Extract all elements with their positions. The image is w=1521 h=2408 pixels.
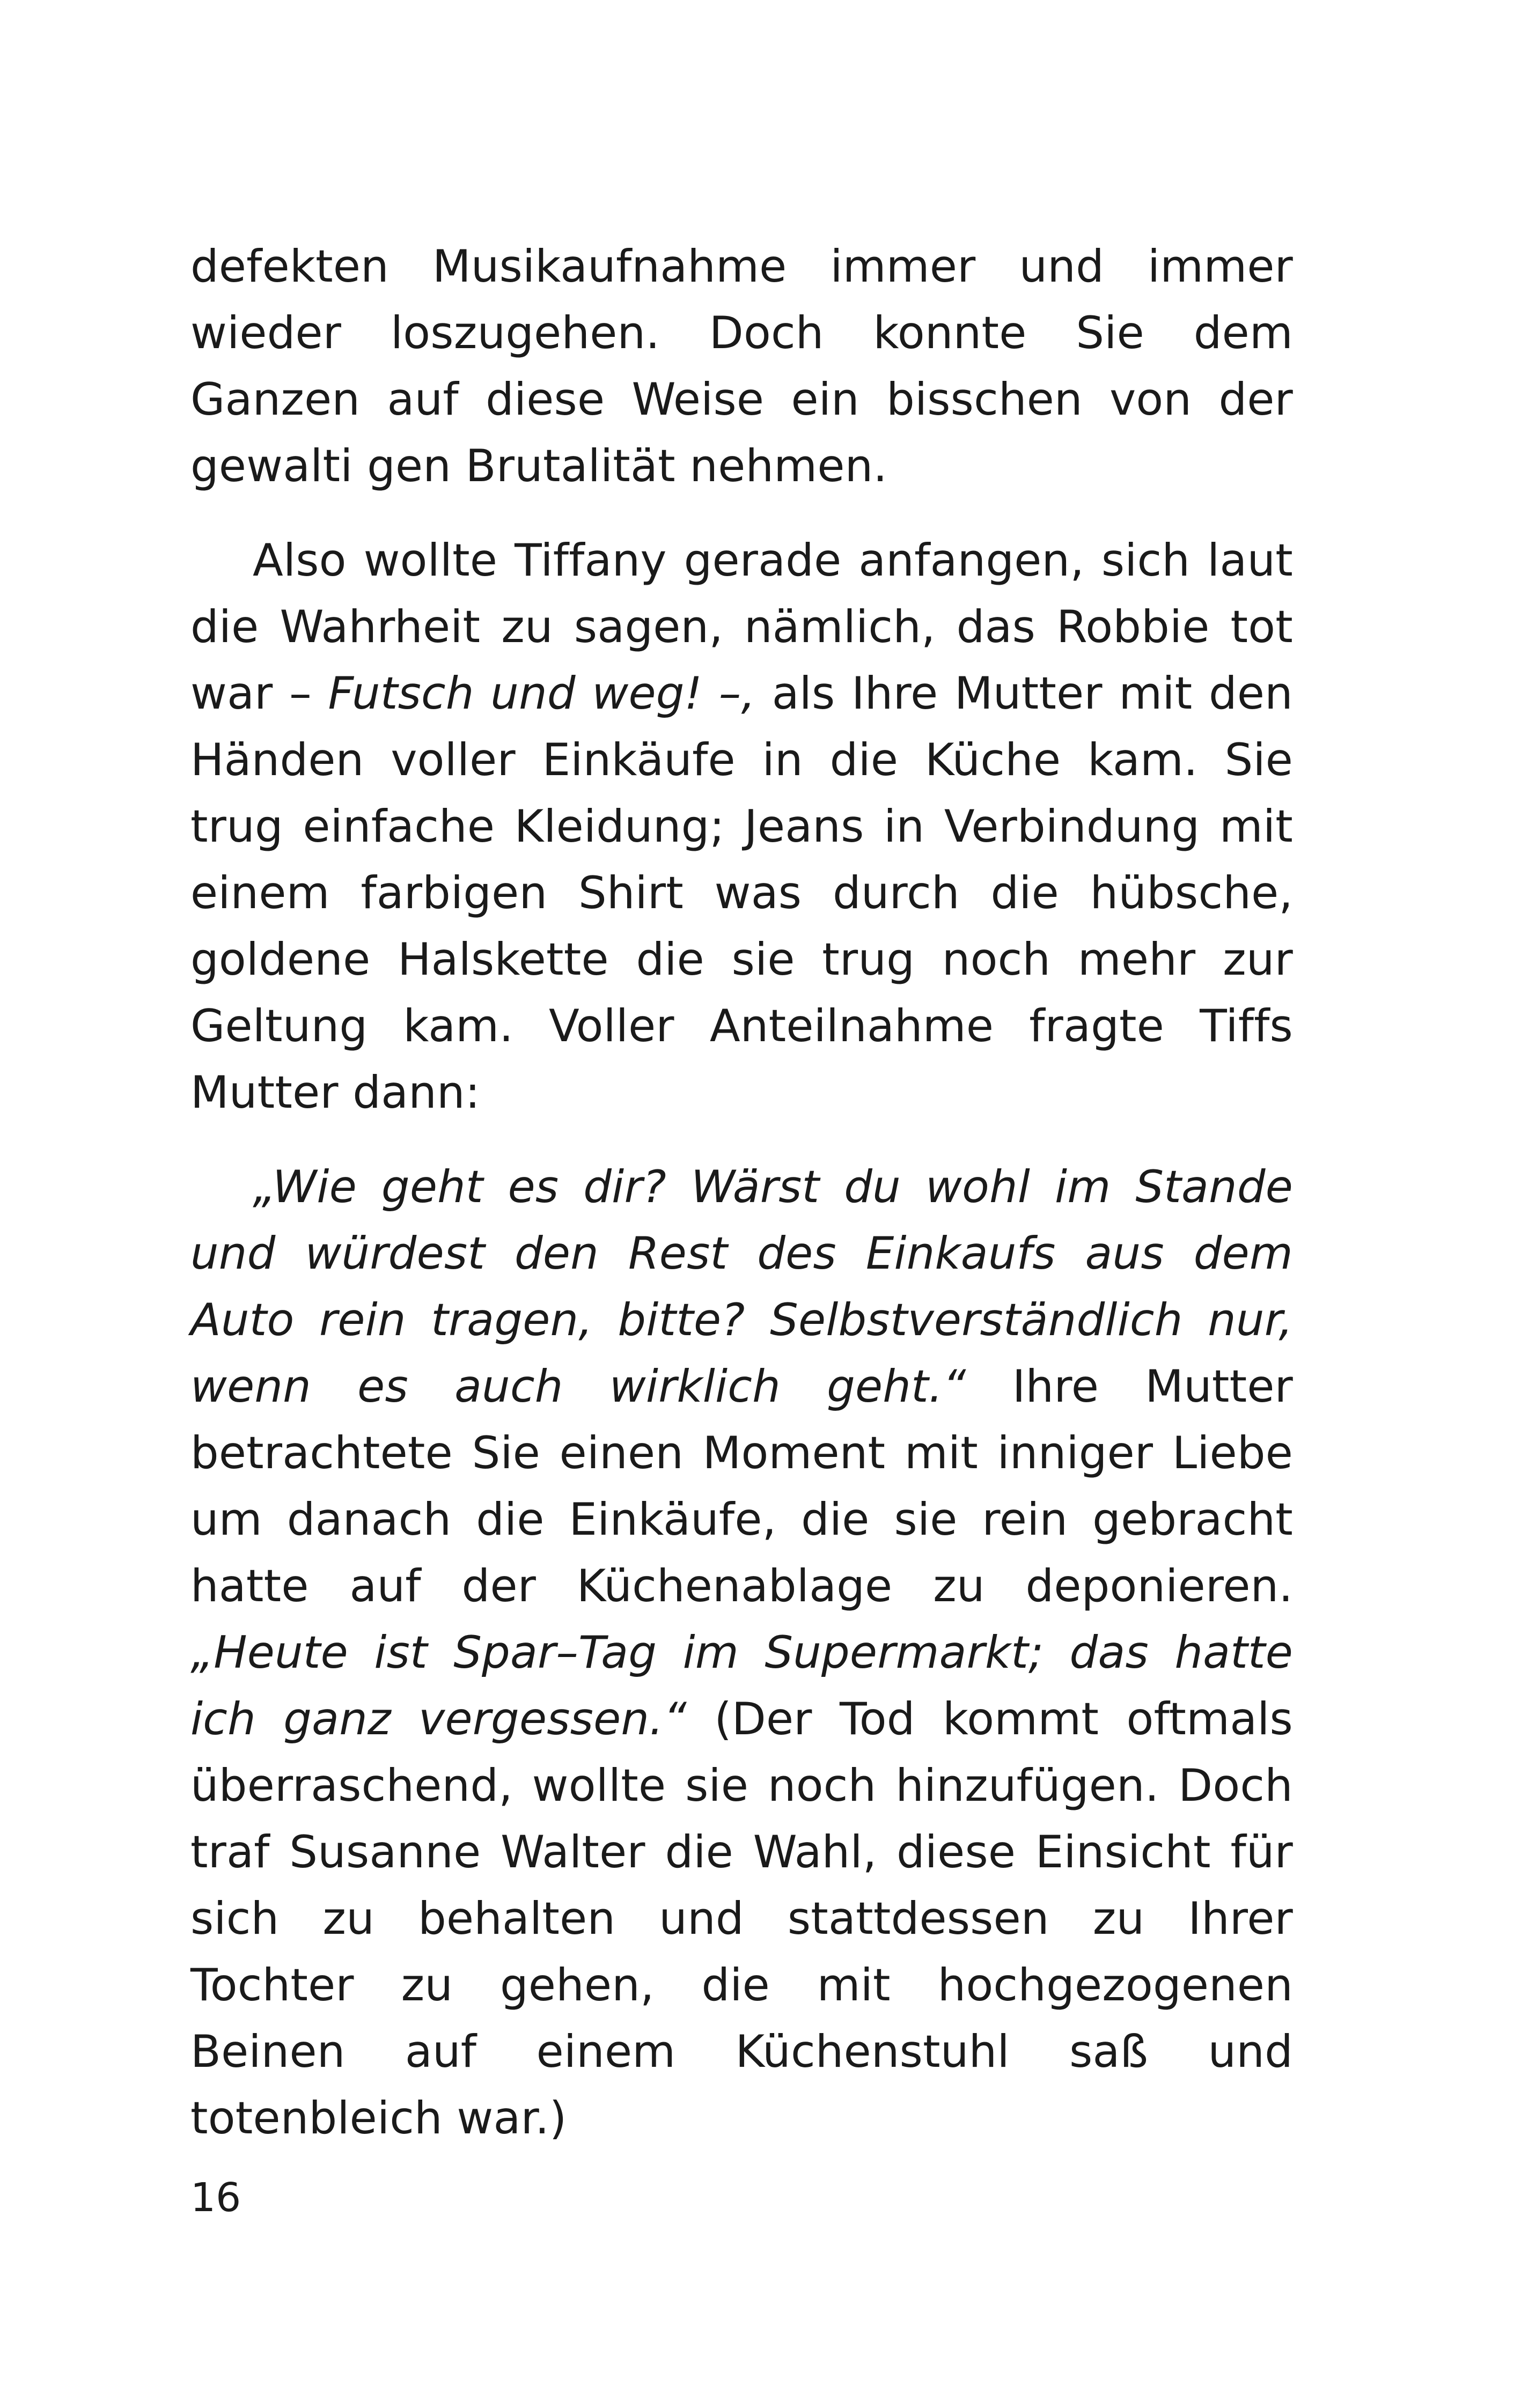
paragraph-2 <box>190 527 1293 1126</box>
paragraph-1 <box>190 233 1293 499</box>
paragraph-3 <box>190 1154 1293 2152</box>
paragraph-3-quote-1: „Wie geht es dir? Wärst du wohl im Stande und würdest den Rest des Einkaufs aus dem Auto rein tragen, bitte? Selbstverständlich nur, wenn es auch wirklich geht.“ <box>190 1161 1293 1412</box>
paragraph-2-text-1: Also wollte Tiffany gerade anfangen, sich laut die Wahrheit zu sagen, nämlich, das Robbie tot war – <box>190 534 1293 719</box>
paragraph-3-text-1: Ihre Mutter betrachtete Sie einen Moment mit inniger Liebe um danach die Einkäufe, die sie rein gebracht hatte auf der Küchenablage zu deponieren. <box>190 1360 1294 1612</box>
paragraph-1-text: defekten Musikaufnahme immer und immer wieder loszugehen. Doch konnte Sie dem Ganzen auf diese Weise ein bisschen von der gewalti gen Brutalität nehmen. <box>190 240 1293 492</box>
paragraph-2-italic-exclamation: Futsch und weg! –, <box>328 667 756 719</box>
page-number: 16 <box>190 2175 241 2221</box>
paragraph-3-text-2: (Der Tod kommt oftmals überraschend, wollte sie noch hinzufügen. Doch traf Susanne Walter die Wahl, diese Einsicht für sich zu behalten und stattdessen zu Ihrer Tochter zu gehen, die mit hochgezogenen Beinen auf einem Küchenstuhl saß und totenbleich war.) <box>190 1693 1293 2144</box>
paragraph-3-quote-2: „Heute ist Spar–Tag im Supermarkt; das hatte ich ganz vergessen.“ <box>190 1626 1293 1745</box>
paragraph-2-text-2: als Ihre Mutter mit den Händen voller Einkäufe in die Küche kam. Sie trug einfache Kleidung; Jeans in Verbindung mit einem farbigen Shirt was durch die hübsche, goldene Halskette die sie trug noch mehr zur Geltung kam. Voller Anteilnahme fragte Tiffs Mutter dann: <box>190 667 1293 1118</box>
body-text <box>190 233 1293 2179</box>
